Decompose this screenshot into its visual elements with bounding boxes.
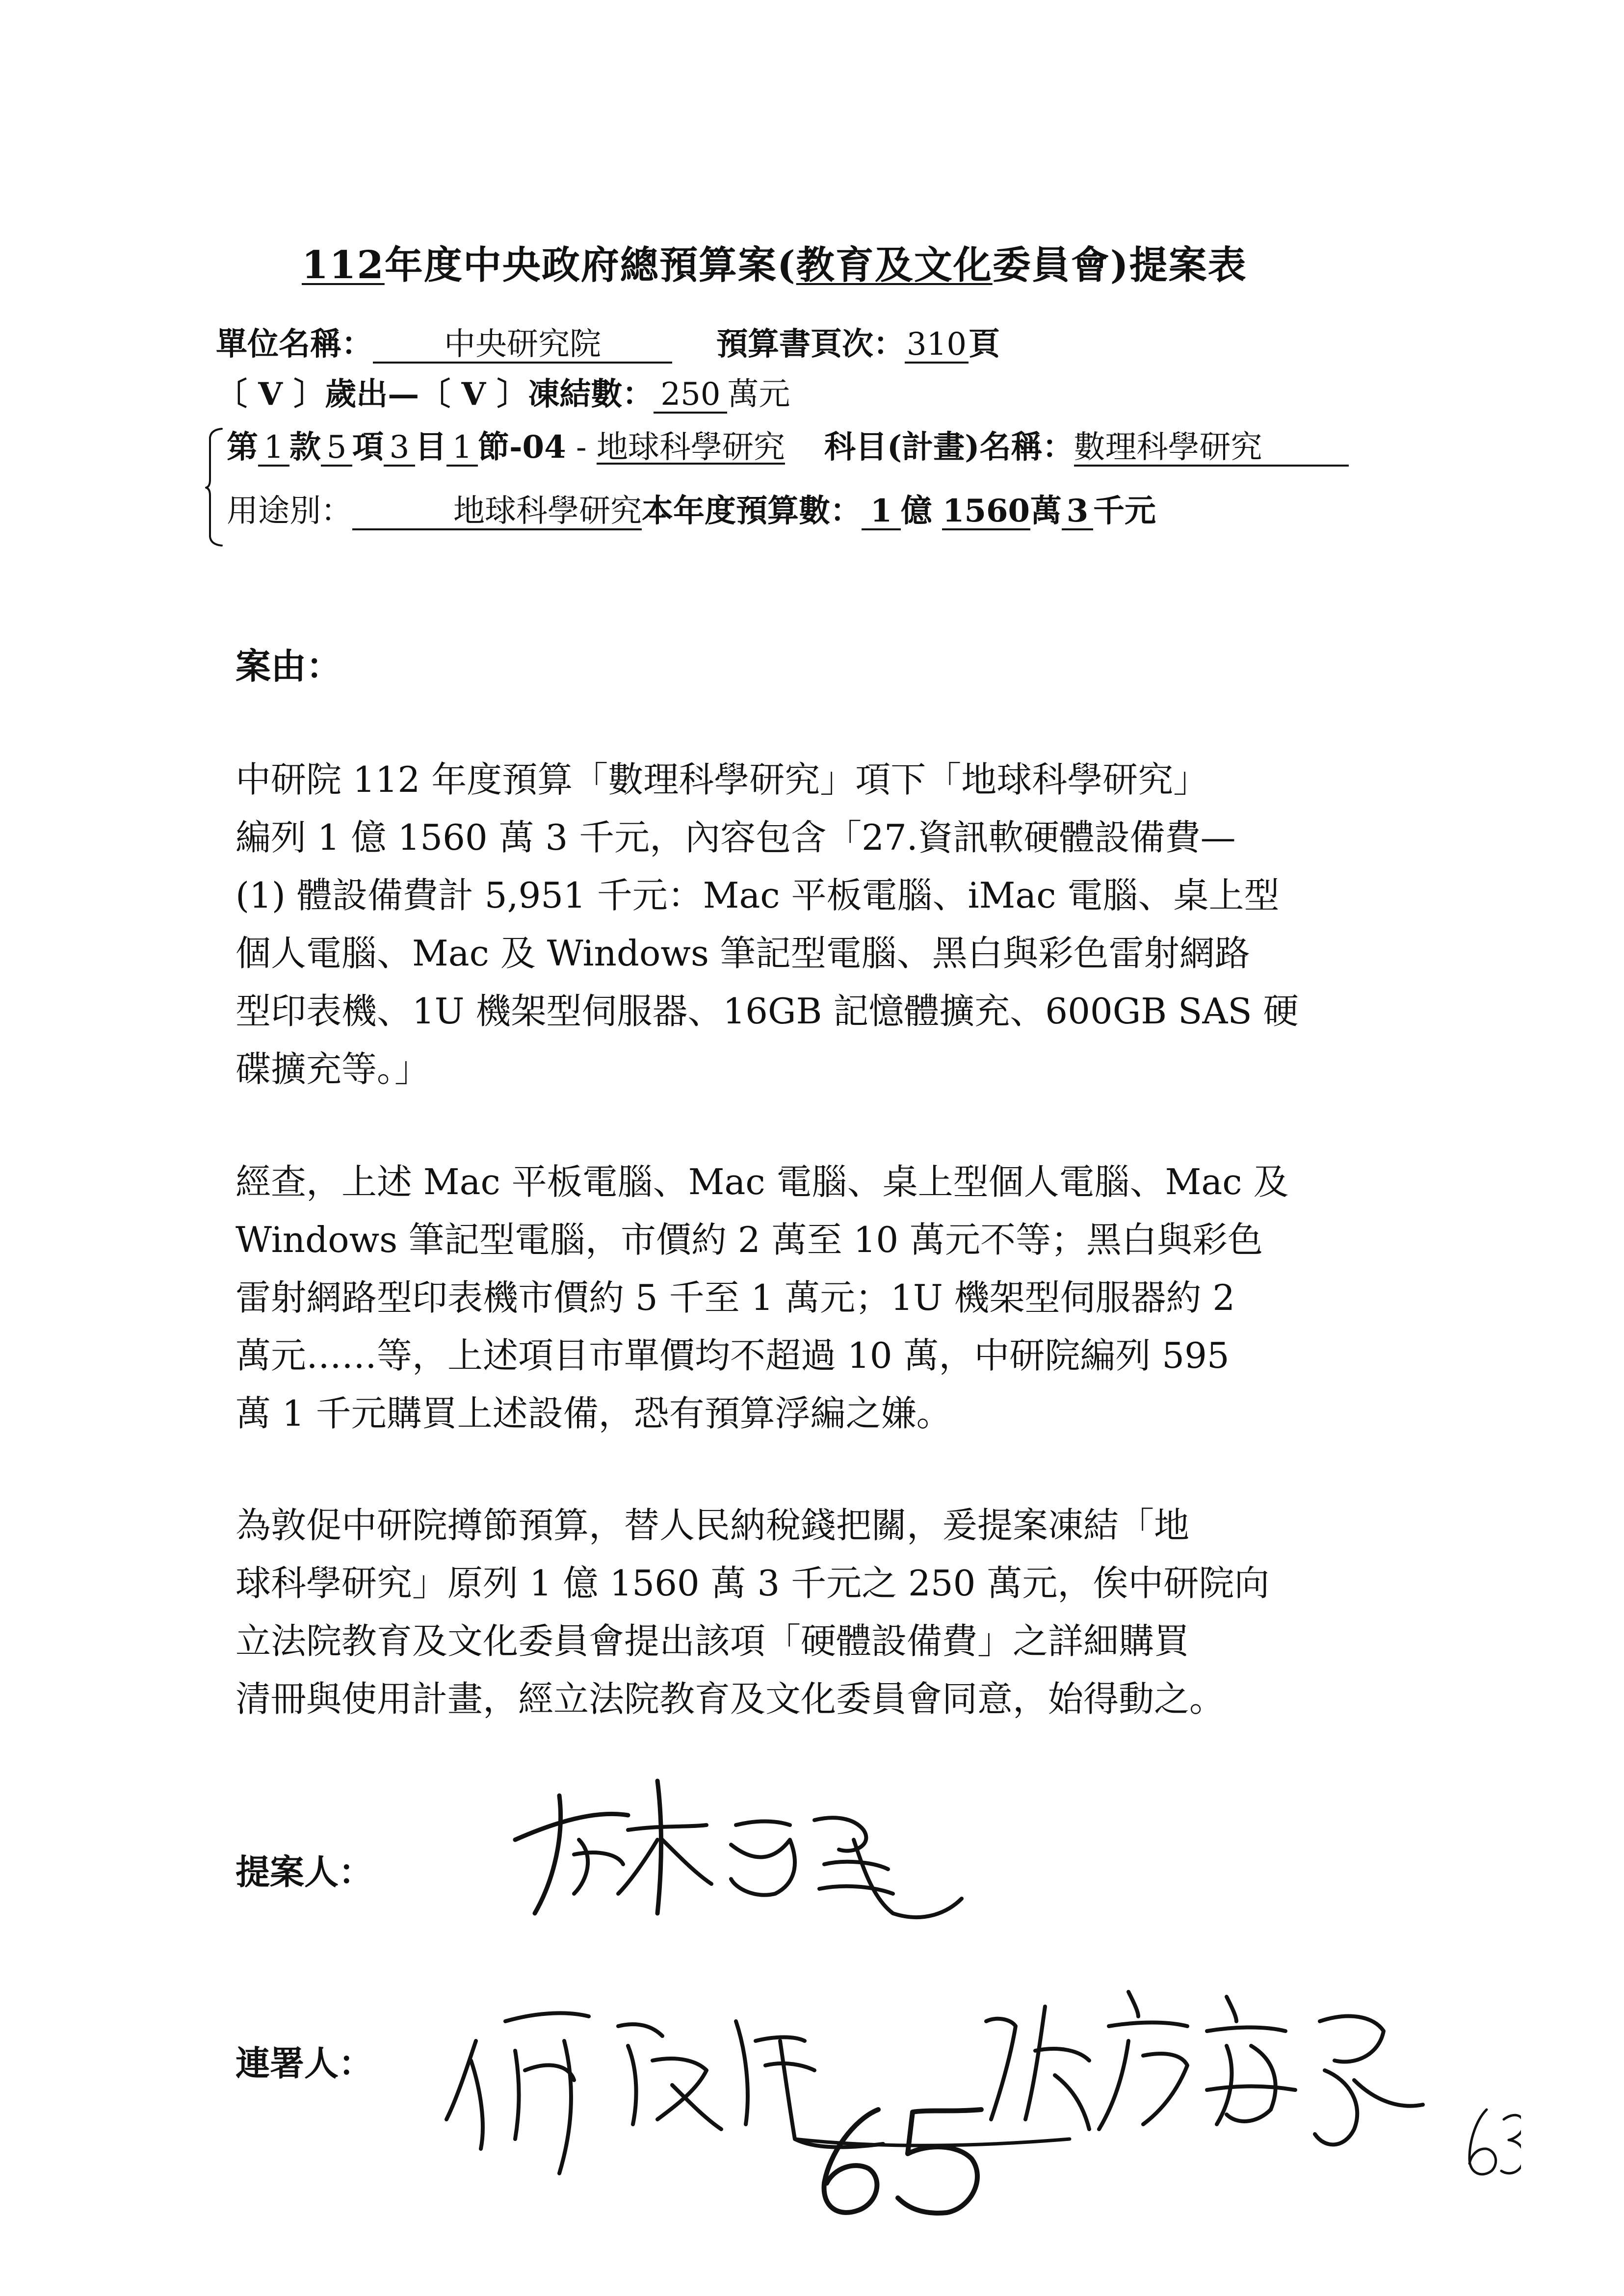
expenditure-text: 〔 V 〕歲出—〔 V 〕凍結數： — [216, 376, 654, 413]
label-di: 第 — [227, 429, 258, 466]
jie-value: 1 — [446, 430, 478, 467]
paragraph-line: 球科學研究」原列 1 億 1560 萬 3 千元之 250 萬元，俟中研院向 — [236, 1563, 1270, 1604]
label-jie: 節-04 — [478, 429, 566, 466]
title-year: 112 — [302, 243, 385, 287]
proposer-label: 提案人： — [236, 1852, 373, 1892]
title-prefix: 年度中央政府總預算案( — [384, 243, 796, 287]
header-line-unit — [216, 319, 1000, 364]
paragraph-line: Windows 筆記型電腦，市價約 2 萬至 10 萬元不等；黑白與彩色 — [236, 1219, 1263, 1260]
title-committee: 教育及文化 — [796, 243, 993, 287]
proposer-signature — [500, 1766, 981, 1933]
header-line-budget-item — [227, 422, 1349, 467]
paragraph-1 — [236, 751, 1442, 1098]
paragraph-line: 立法院教育及文化委員會提出該項「硬體設備費」之詳細購買 — [236, 1620, 1190, 1662]
subject-value: 數理科學研究 — [1074, 430, 1349, 467]
left-brace — [205, 426, 225, 548]
unit-value: 中央研究院 — [373, 327, 672, 364]
paragraph-line: 中研院 112 年度預算「數理科學研究」項下「地球科學研究」 — [236, 759, 1209, 800]
header-line-freeze — [216, 369, 790, 414]
label-dash: - — [566, 429, 597, 466]
cosigner-signatures — [442, 1962, 1521, 2237]
paragraph-line: 清冊與使用計畫，經立法院教育及文化委員會同意，始得動之。 — [236, 1678, 1225, 1720]
paragraph-line: 為敦促中研院撙節預算，替人民納稅錢把關，爰提案凍結「地 — [236, 1505, 1190, 1546]
wan-value: 1560 — [942, 494, 1030, 530]
paragraph-line: 型印表機、1U 機架型伺服器、16GB 記憶體擴充、600GB SAS 硬 — [236, 991, 1299, 1032]
label-xiang: 項 — [352, 429, 384, 466]
reason-heading: 案由： — [236, 645, 342, 687]
paragraph-line: 個人電腦、Mac 及 Windows 筆記型電腦、黑白與彩色雷射網路 — [236, 933, 1250, 974]
label-mu: 目 — [415, 429, 446, 466]
yi-value: 1 — [862, 494, 901, 530]
unit-label: 單位名稱： — [216, 326, 373, 363]
title-suffix: 委員會)提案表 — [992, 243, 1247, 287]
paragraph-line: 萬元……等，上述項目市單價均不超過 10 萬，中研院編列 595 — [236, 1335, 1230, 1376]
program-name: 地球科學研究 — [596, 429, 785, 466]
page-mark — [1469, 2114, 1538, 2177]
freeze-amount: 250 — [654, 377, 727, 414]
paragraph-line: 萬 1 千元購買上述設備，恐有預算浮編之嫌。 — [236, 1393, 952, 1434]
paragraph-3 — [236, 1496, 1442, 1728]
paragraph-line: 碟擴充等。」 — [236, 1048, 430, 1090]
paragraph-line: (1) 體設備費計 5,951 千元：Mac 平板電腦、iMac 電腦、桌上型 — [236, 875, 1280, 916]
budget-page-unit: 頁 — [969, 326, 1000, 363]
cosigner-label: 連署人： — [236, 2043, 373, 2084]
mu-value: 3 — [384, 430, 415, 467]
label-kuan: 款 — [289, 429, 321, 466]
subject-label: 科目(計畫)名稱： — [824, 429, 1074, 466]
yi-unit: 億 — [901, 493, 932, 529]
paragraph-2 — [236, 1153, 1442, 1442]
purpose-value: 地球科學研究 — [352, 494, 642, 530]
qian-value: 3 — [1062, 494, 1093, 530]
header-line-purpose — [227, 486, 1156, 531]
xiang-value: 5 — [321, 430, 352, 467]
kuan-value: 1 — [258, 430, 289, 467]
page-title — [302, 235, 1247, 289]
paragraph-line: 雷射網路型印表機市價約 5 千至 1 萬元；1U 機架型伺服器約 2 — [236, 1277, 1235, 1318]
budget-amount-label: 本年度預算數： — [642, 493, 862, 529]
paragraph-line: 經查，上述 Mac 平板電腦、Mac 電腦、桌上型個人電腦、Mac 及 — [236, 1161, 1289, 1202]
budget-page-label: 預算書頁次： — [716, 326, 905, 363]
wan-unit: 萬 — [1030, 493, 1062, 529]
budget-page-value: 310 — [905, 327, 969, 364]
qian-unit: 千元 — [1093, 493, 1156, 529]
freeze-unit: 萬元 — [727, 376, 790, 413]
purpose-label: 用途別： — [227, 493, 352, 529]
page-number — [810, 2129, 922, 2232]
paragraph-line: 編列 1 億 1560 萬 3 千元，內容包含「27.資訊軟硬體設備費— — [236, 817, 1236, 858]
